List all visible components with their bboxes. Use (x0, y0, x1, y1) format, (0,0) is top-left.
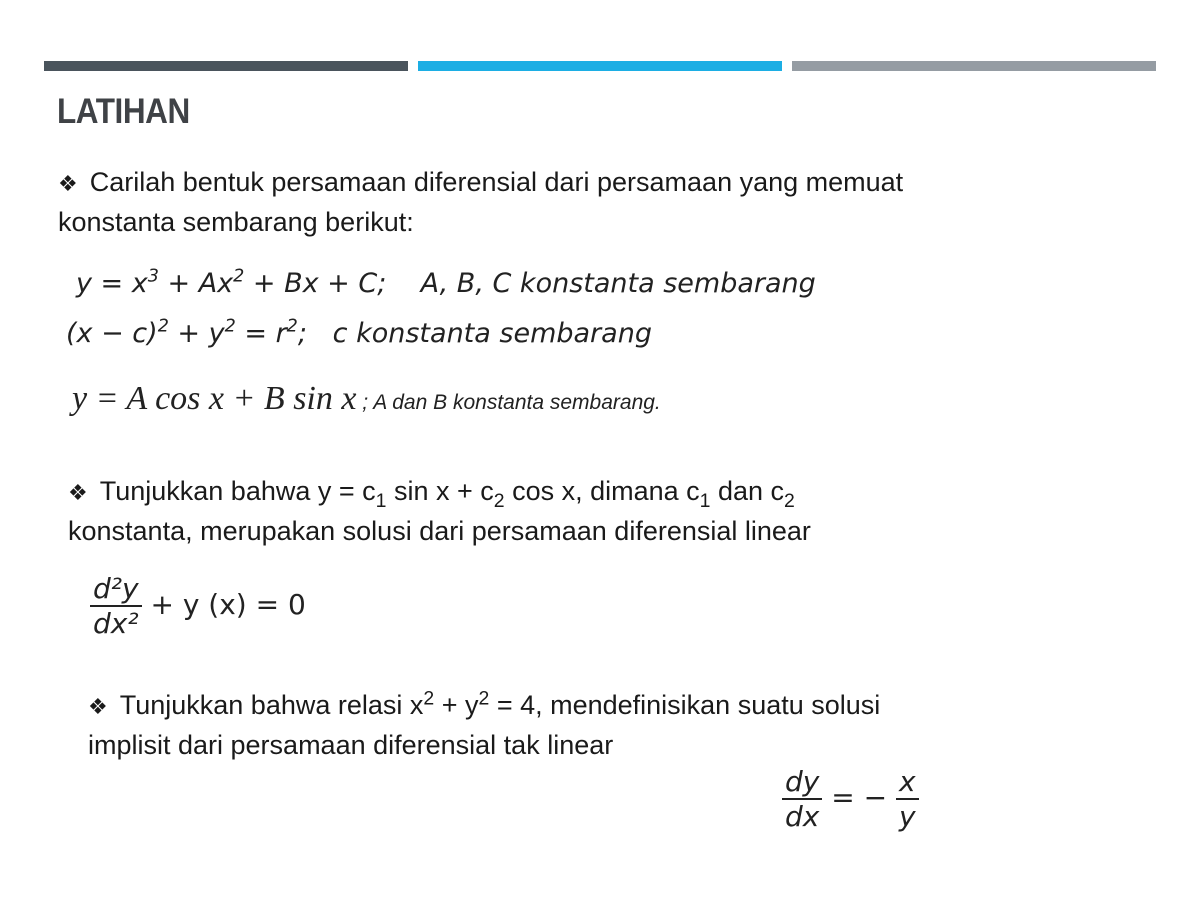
text-segment: Tunjukkan bahwa relasi x (119, 690, 424, 720)
header-bar-dark (44, 61, 408, 71)
fraction (896, 765, 919, 833)
text-segment: cos x, dimana c (504, 476, 700, 506)
superscript: 2 (286, 316, 298, 337)
q3-line2: implisit dari persamaan diferensial tak linear (88, 730, 614, 760)
superscript: 3 (147, 266, 159, 287)
q2-line2: konstanta, merupakan solusi dari persamaan diferensial linear (68, 516, 811, 546)
superscript: 2 (224, 316, 236, 337)
text-segment: dan c (710, 476, 785, 506)
subscript: 1 (699, 489, 711, 512)
equation-3 (72, 380, 661, 418)
question-3 (88, 686, 880, 765)
text-segment: (x − c) (66, 318, 158, 349)
diamond-bullet-icon: ❖ (58, 171, 78, 196)
header-bar-gray (792, 61, 1156, 71)
q1-line2: konstanta sembarang berikut: (58, 207, 414, 237)
fraction (90, 572, 142, 640)
superscript: 2 (233, 266, 245, 287)
text-segment: Tunjukkan bahwa y = c (99, 476, 376, 506)
equation-2 (66, 318, 652, 349)
superscript: 2 (423, 687, 435, 710)
equation-5 (782, 765, 919, 833)
text-segment: ; c konstanta sembarang (297, 318, 652, 349)
superscript: 2 (478, 687, 490, 710)
question-2 (68, 472, 811, 551)
text-segment: + y (434, 690, 479, 720)
denominator: dx² (93, 607, 139, 640)
text-segment: sin x + c (386, 476, 494, 506)
equals-minus: = − (822, 781, 896, 814)
slide-title: LATIHAN (57, 92, 190, 131)
subscript: 2 (493, 489, 505, 512)
text-segment: y = x (76, 268, 148, 299)
text-segment: + Bx + C; A, B, C konstanta sembarang (244, 268, 816, 299)
question-1 (58, 163, 903, 242)
numerator: d²y (90, 572, 142, 607)
header-bar-blue (418, 61, 782, 71)
q1-line1: Carilah bentuk persamaan diferensial dari persamaan yang memuat (89, 167, 904, 197)
diamond-bullet-icon: ❖ (88, 694, 108, 719)
q3-line1 (119, 687, 881, 720)
text-segment: + Ax (158, 268, 234, 299)
denominator: dx (785, 800, 820, 833)
diamond-bullet-icon: ❖ (68, 480, 88, 505)
numerator: dy (782, 765, 822, 800)
q2-line1 (99, 476, 795, 512)
equation-1 (76, 268, 816, 299)
text-segment: = r (235, 318, 287, 349)
fraction (782, 765, 822, 833)
text-segment: = 4, mendefinisikan suatu solusi (489, 690, 881, 720)
numerator: x (896, 765, 919, 800)
denominator: y (898, 800, 916, 833)
equation-4-rest: + y (x) = 0 (141, 588, 306, 621)
subscript: 2 (784, 489, 795, 512)
equation-3-main: y = A cos x + B sin x (72, 380, 357, 417)
subscript: 1 (375, 489, 387, 512)
equation-3-note: ; A dan B konstanta sembarang. (356, 391, 661, 414)
superscript: 2 (157, 316, 169, 337)
text-segment: + y (168, 318, 225, 349)
equation-4 (90, 572, 306, 640)
